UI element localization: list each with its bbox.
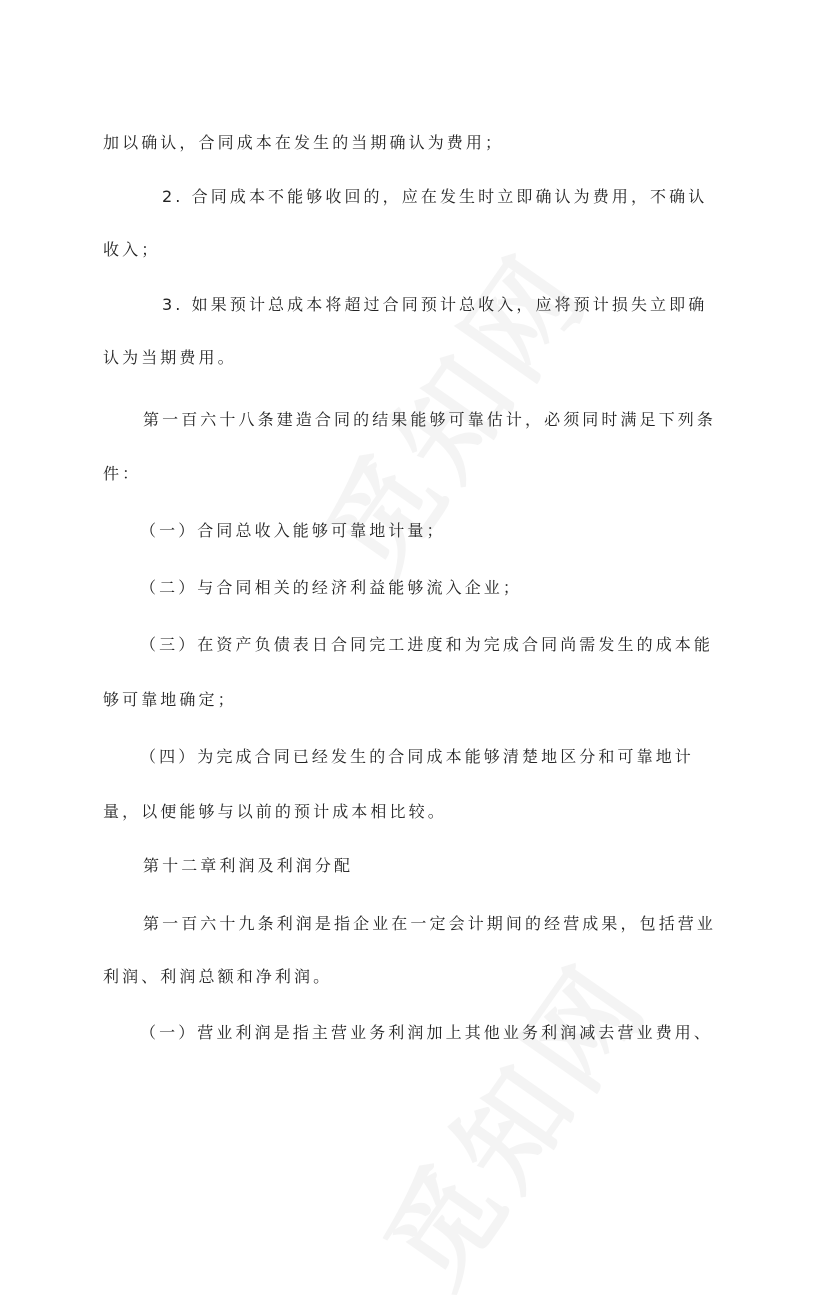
text-line: 第一百六十九条利润是指企业在一定会计期间的经营成果，包括营业 [143, 914, 717, 933]
text-line: 第一百六十八条建造合同的结果能够可靠估计，必须同时满足下列条 [143, 410, 717, 429]
text-line: 2. 合同成本不能够收回的，应在发生时立即确认为费用，不确认 [162, 187, 708, 206]
text-line: 量，以便能够与以前的预计成本相比较。 [103, 802, 447, 821]
text-line: 利润、利润总额和净利润。 [103, 967, 333, 986]
text-line: 收入； [103, 240, 161, 259]
text-line: 3. 如果预计总成本将超过合同预计总收入，应将预计损失立即确 [162, 295, 708, 314]
text-line: （一）营业利润是指主营业务利润加上其他业务利润减去营业费用、 [140, 1023, 714, 1042]
text-line: 够可靠地确定； [103, 690, 237, 709]
chapter-heading: 第十二章利润及利润分配 [143, 856, 354, 875]
text-line: （二）与合同相关的经济利益能够流入企业； [140, 578, 523, 597]
watermark [282, 216, 618, 602]
text-line: （三）在资产负债表日合同完工进度和为完成合同尚需发生的成本能 [140, 635, 714, 654]
text-line: 件： [103, 464, 142, 483]
text-line: （四）为完成合同已经发生的合同成本能够清楚地区分和可靠地计 [140, 747, 694, 766]
text-line: （一）合同总收入能够可靠地计量； [140, 521, 446, 540]
text-line: 加以确认，合同成本在发生的当期确认为费用； [103, 133, 505, 152]
text-line: 认为当期费用。 [103, 348, 237, 367]
watermark [342, 926, 678, 1312]
